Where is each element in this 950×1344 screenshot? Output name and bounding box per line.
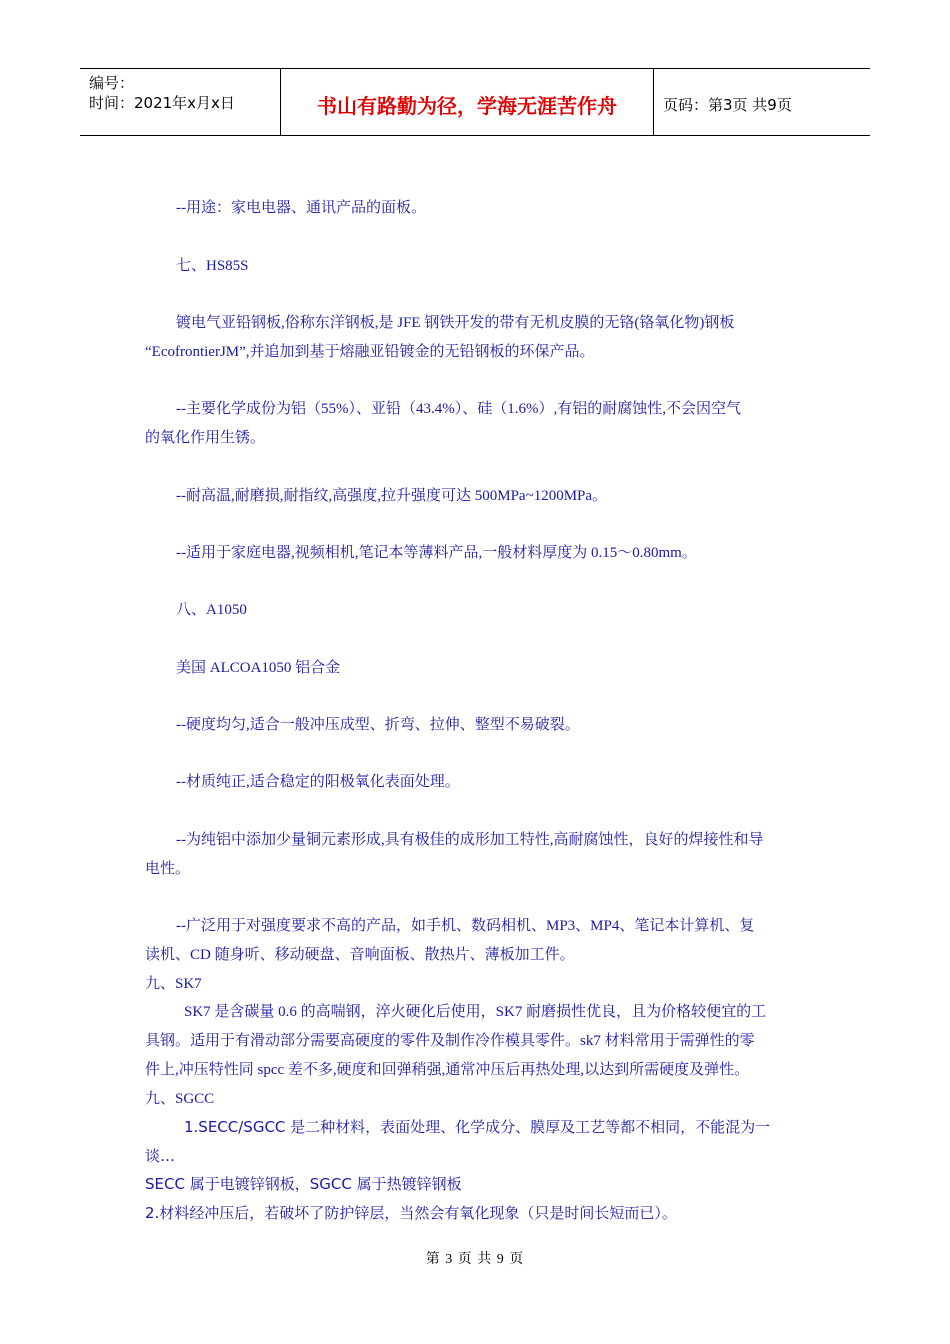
paragraph: --为纯铝中添加少量铜元素形成,具有极佳的成形加工特性,高耐腐蚀性，良好的焊接性和导	[176, 832, 764, 848]
paragraph: 1.SECC/SGCC 是二种材料，表面处理、化学成分、膜厚及工艺等都不相同，不能混为一	[184, 1118, 771, 1136]
paragraph: 美国 ALCOA1050 铝合金	[176, 660, 341, 676]
page-footer: 第 3 页 共 9 页	[425, 1252, 525, 1267]
header-page-info: 页码：第3页 共9页	[663, 95, 792, 114]
paragraph: --广泛用于对强度要求不高的产品，如手机、数码相机、MP3、MP4、笔记本计算机、复	[176, 918, 755, 934]
paragraph: 2.材料经冲压后，若破坏了防护锌层，当然会有氧化现象（只是时间长短而已）。	[145, 1204, 677, 1222]
section-heading: 九、SK7	[145, 976, 202, 992]
paragraph: 具钢。适用于有滑动部分需要高硬度的零件及制作冷作模具零件。sk7 材料常用于需弹性的零	[145, 1033, 755, 1049]
section-heading: 九、SGCC	[145, 1091, 215, 1107]
paragraph: 谈…	[145, 1147, 176, 1165]
paragraph: 镀电气亚铅钢板,俗称东洋钢板,是 JFE 钢铁开发的带有无机皮膜的无铬(铬氧化物)钢板	[176, 315, 735, 331]
document-number-label: 编号：	[89, 74, 135, 92]
header-motto: 书山有路勤为径，学海无涯苦作舟	[281, 69, 654, 135]
paragraph: SECC 属于电镀锌钢板，SGCC 属于热镀锌钢板	[145, 1175, 462, 1193]
section-heading: 七、HS85S	[176, 258, 249, 274]
paragraph: 电性。	[145, 861, 191, 877]
header-meta	[80, 69, 281, 135]
paragraph: “EcofrontierJM”,并追加到基于熔融亚铅镀金的无铅钢板的环保产品。	[145, 344, 595, 360]
document-time: 时间：2021年x月x日	[89, 94, 235, 112]
paragraph: --材质纯正,适合稳定的阳极氧化表面处理。	[176, 774, 460, 790]
paragraph: --硬度均匀,适合一般冲压成型、折弯、拉伸、整型不易破裂。	[176, 717, 580, 733]
paragraph: 件上,冲压特性同 spcc 差不多,硬度和回弹稍强,通常冲压后再热处理,以达到所需硬度及弹性。	[145, 1062, 750, 1078]
paragraph: --适用于家庭电器,视频相机,笔记本等薄料产品,一般材料厚度为 0.15～0.80mm。	[176, 545, 697, 561]
paragraph: --主要化学成份为铝（55%）、亚铅（43.4%）、硅（1.6%）,有铝的耐腐蚀性,不会因空气	[176, 401, 741, 417]
page-header	[80, 68, 870, 136]
section-heading: 八、A1050	[176, 602, 247, 618]
paragraph: 读机、CD 随身听、移动硬盘、音响面板、散热片、薄板加工件。	[145, 947, 575, 963]
paragraph: --用途：家电电器、通讯产品的面板。	[176, 200, 426, 216]
paragraph: SK7 是含碳量 0.6 的高喘钢，淬火硬化后使用，SK7 耐磨损性优良，且为价格较便宜的工	[184, 1004, 767, 1020]
paragraph: --耐高温,耐磨损,耐指纹,高强度,拉升强度可达 500MPa~1200MPa。	[176, 488, 608, 504]
paragraph: 的氧化作用生锈。	[145, 430, 266, 446]
